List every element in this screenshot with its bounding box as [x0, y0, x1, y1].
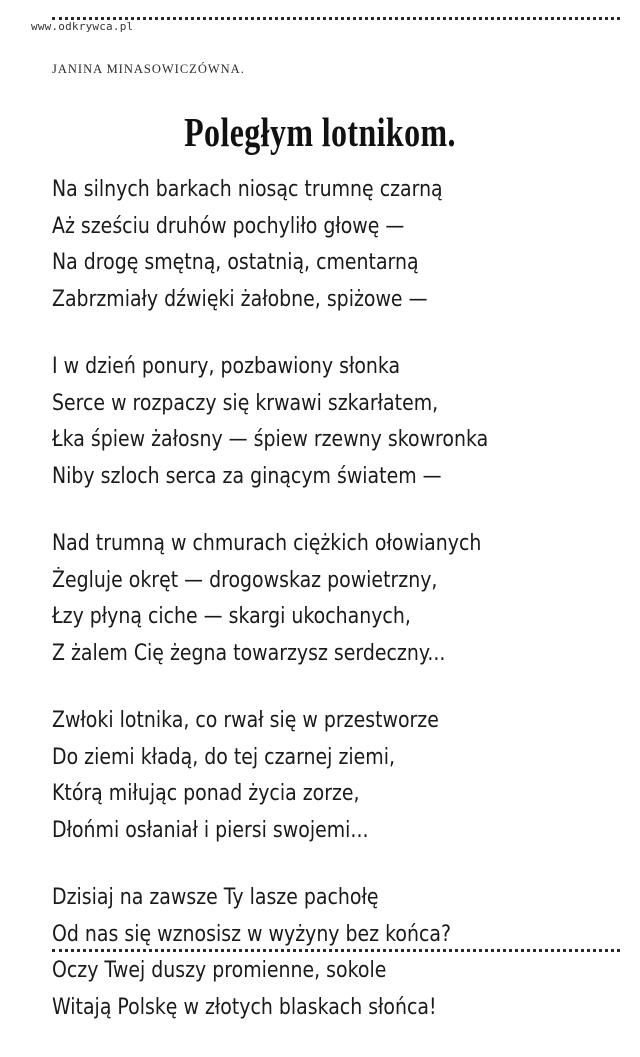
poem-line: Witają Polskę w złotych blaskach słońca! — [52, 994, 437, 1020]
poem-line: Do ziemi kładą, do tej czarnej ziemi, — [52, 744, 395, 770]
poem-line: Nad trumną w chmurach ciężkich ołowianych — [52, 531, 482, 556]
top-dotted-rule — [52, 17, 620, 20]
poem-line: Dzisiaj na zawsze Ty lasze pachołę — [52, 885, 379, 910]
stanza-1 — [52, 172, 622, 318]
poem-title: Poległym lotnikom. — [184, 109, 456, 155]
poem-line: Żegluje okręt — drogowskaz powietrzny, — [52, 567, 438, 593]
poem-body — [52, 172, 622, 1057]
poem-line: Zwłoki lotnika, co rwał się w przestworze — [52, 708, 439, 733]
poem-line: Niby szloch serca za ginącym światem — — [52, 463, 442, 489]
poem-line: Łzy płyną ciche — skargi ukochanych, — [52, 604, 411, 629]
stanza-2 — [52, 349, 622, 495]
poem-line: Z żalem Cię żegna towarzysz serdeczny... — [52, 640, 446, 666]
poem-line: Serce w rozpaczy się krwawi szkarłatem, — [52, 390, 439, 416]
poem-line: Łka śpiew żałosny — śpiew rzewny skowronka — [52, 427, 489, 452]
poem-line: Oczy Twej duszy promienne, sokole — [52, 958, 387, 983]
author-name: JANINA MINASOWICZÓWNA. — [52, 62, 245, 76]
poem-line: Na silnych barkach niosąc trumnę czarną — [52, 177, 443, 202]
poem-line: Którą miłując ponad życia zorze, — [52, 781, 360, 806]
watermark: www.odkrywca.pl — [31, 20, 134, 33]
poem-line: Na drogę smętną, ostatnią, cmentarną — [52, 250, 419, 275]
stanza-5 — [52, 880, 622, 1026]
stanza-3 — [52, 526, 622, 672]
poem-line: I w dzień ponury, pozbawiony słonka — [52, 354, 401, 379]
bottom-dotted-rule — [52, 949, 620, 952]
stanza-4 — [52, 703, 622, 849]
poem-line: Od nas się wznosisz w wyżyny bez końca? — [52, 921, 452, 947]
poem-line: Aż sześciu druhów pochyliło głowę — — [52, 213, 405, 239]
poem-line: Dłońmi osłaniał i piersi swojemi... — [52, 817, 369, 843]
poem-line: Zabrzmiały dźwięki żałobne, spiżowe — — [52, 286, 428, 312]
